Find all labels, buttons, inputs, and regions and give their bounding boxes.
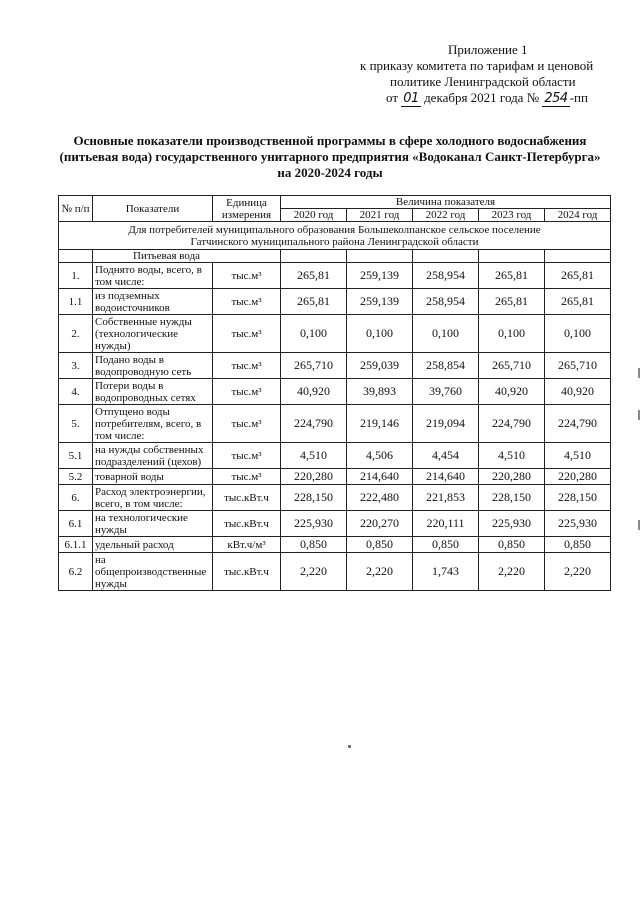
table-row: [59, 469, 611, 485]
row-value: 40,920: [545, 379, 611, 405]
row-num: 6.: [59, 485, 93, 511]
row-num: 3.: [59, 353, 93, 379]
indicators-table: [58, 195, 611, 591]
row-num: 4.: [59, 379, 93, 405]
row-num: 1.1: [59, 289, 93, 315]
row-unit: тыс.м³: [213, 379, 281, 405]
row-name: на общепроизводственные нужды: [93, 553, 213, 591]
row-value: 2,220: [281, 553, 347, 591]
row-unit: тыс.м³: [213, 263, 281, 289]
row-value: 4,454: [413, 443, 479, 469]
row-value: 0,100: [413, 315, 479, 353]
row-value: 265,81: [545, 263, 611, 289]
row-value: 4,510: [545, 443, 611, 469]
row-value: 1,743: [413, 553, 479, 591]
row-value: 224,790: [281, 405, 347, 443]
row-value: 225,930: [545, 511, 611, 537]
row-value: 0,850: [413, 537, 479, 553]
row-unit: тыс.м³: [213, 315, 281, 353]
row-value: 40,920: [281, 379, 347, 405]
table-row: [59, 553, 611, 591]
row-unit: тыс.м³: [213, 353, 281, 379]
header-year: 2023 год: [479, 209, 545, 222]
appendix-block: [330, 42, 630, 107]
header-year: 2020 год: [281, 209, 347, 222]
row-value: 265,81: [281, 289, 347, 315]
row-num: 1.: [59, 263, 93, 289]
row-value: 265,81: [545, 289, 611, 315]
table-row: [59, 289, 611, 315]
empty-cell: [347, 250, 413, 263]
row-value: 265,81: [479, 263, 545, 289]
row-value: 265,710: [479, 353, 545, 379]
row-value: 219,146: [347, 405, 413, 443]
table-row: [59, 353, 611, 379]
header-num: № п/п: [59, 196, 93, 222]
handwritten-day: 01: [403, 91, 419, 106]
row-value: 221,853: [413, 485, 479, 511]
row-unit: тыс.кВт.ч: [213, 511, 281, 537]
scan-speck: [348, 745, 351, 748]
row-value: 2,220: [347, 553, 413, 591]
row-value: 220,280: [545, 469, 611, 485]
appendix-title: Приложение 1: [448, 42, 528, 57]
row-value: 0,850: [281, 537, 347, 553]
row-value: 220,111: [413, 511, 479, 537]
row-name: на технологические нужды: [93, 511, 213, 537]
empty-cell: [479, 250, 545, 263]
row-value: 214,640: [347, 469, 413, 485]
row-value: 224,790: [545, 405, 611, 443]
row-value: 0,100: [281, 315, 347, 353]
row-value: 220,280: [281, 469, 347, 485]
date-prefix: от: [386, 90, 399, 105]
consumer-group-line-2: Гатчинского муниципального района Ленинградской области: [190, 235, 479, 248]
table-row: [59, 537, 611, 553]
row-value: 0,100: [479, 315, 545, 353]
row-value: 224,790: [479, 405, 545, 443]
number-suffix: -пп: [569, 90, 588, 105]
row-unit: тыс.м³: [213, 469, 281, 485]
document-title: [30, 133, 630, 181]
appendix-committee-line: политике Ленинградской области: [390, 74, 576, 89]
row-value: 258,954: [413, 289, 479, 315]
row-value: 259,039: [347, 353, 413, 379]
table-row: [59, 379, 611, 405]
empty-cell: [281, 250, 347, 263]
row-name: на нужды собственных подразделений (цехов): [93, 443, 213, 469]
row-value: 0,850: [479, 537, 545, 553]
row-name: Собственные нужды (технологические нужды): [93, 315, 213, 353]
date-middle: декабря 2021 года №: [424, 90, 540, 105]
row-value: 4,510: [479, 443, 545, 469]
row-value: 39,760: [413, 379, 479, 405]
empty-cell: [413, 250, 479, 263]
row-value: 258,954: [413, 263, 479, 289]
row-value: 225,930: [281, 511, 347, 537]
row-value: 219,094: [413, 405, 479, 443]
appendix-order-line: к приказу комитета по тарифам и ценовой: [360, 58, 594, 73]
row-value: 225,930: [479, 511, 545, 537]
row-value: 265,710: [545, 353, 611, 379]
table-row: [59, 405, 611, 443]
row-value: 0,850: [545, 537, 611, 553]
row-unit: тыс.м³: [213, 443, 281, 469]
row-value: 222,480: [347, 485, 413, 511]
empty-cell: [545, 250, 611, 263]
row-num: 5.1: [59, 443, 93, 469]
row-value: 214,640: [413, 469, 479, 485]
table-row: [59, 315, 611, 353]
row-name: товарной воды: [93, 469, 213, 485]
header-indicator: Показатели: [93, 196, 213, 222]
row-name: из подземных водоисточников: [93, 289, 213, 315]
row-num: 5.: [59, 405, 93, 443]
row-name: Подано воды в водопроводную сеть: [93, 353, 213, 379]
row-num: 6.1.1: [59, 537, 93, 553]
table-row: [59, 485, 611, 511]
row-unit: тыс.кВт.ч: [213, 485, 281, 511]
row-value: 0,100: [545, 315, 611, 353]
row-unit: тыс.кВт.ч: [213, 553, 281, 591]
empty-cell: [59, 250, 93, 263]
row-num: 2.: [59, 315, 93, 353]
title-line-2: (питьевая вода) государственного унитарного предприятия «Водоканал Санкт-Петербурга»: [59, 149, 601, 164]
row-value: 2,220: [545, 553, 611, 591]
header-value: Величина показателя: [281, 196, 611, 209]
row-value: 39,893: [347, 379, 413, 405]
row-num: 6.1: [59, 511, 93, 537]
appendix-date-line: [330, 90, 630, 107]
row-value: 4,506: [347, 443, 413, 469]
header-unit: Единица измерения: [213, 196, 281, 222]
consumer-group-row: [59, 222, 611, 250]
row-value: 4,510: [281, 443, 347, 469]
row-value: 265,710: [281, 353, 347, 379]
section-label: Питьевая вода: [93, 250, 281, 263]
row-unit: тыс.м³: [213, 405, 281, 443]
row-value: 0,100: [347, 315, 413, 353]
row-num: 6.2: [59, 553, 93, 591]
row-value: 228,150: [281, 485, 347, 511]
header-year: 2022 год: [413, 209, 479, 222]
row-value: 220,280: [479, 469, 545, 485]
table-row: [59, 511, 611, 537]
row-value: 2,220: [479, 553, 545, 591]
row-name: Поднято воды, всего, в том числе:: [93, 263, 213, 289]
handwritten-number: 254: [544, 91, 568, 106]
table-row: [59, 263, 611, 289]
row-name: удельный расход: [93, 537, 213, 553]
row-name: Расход электроэнергии, всего, в том числе:: [93, 485, 213, 511]
row-value: 265,81: [479, 289, 545, 315]
row-num: 5.2: [59, 469, 93, 485]
row-name: Отпущено воды потребителям, всего, в том числе:: [93, 405, 213, 443]
table-row: [59, 443, 611, 469]
row-value: 228,150: [545, 485, 611, 511]
row-value: 228,150: [479, 485, 545, 511]
row-value: 258,854: [413, 353, 479, 379]
row-value: 259,139: [347, 289, 413, 315]
header-year: 2021 год: [347, 209, 413, 222]
row-unit: кВт.ч/м³: [213, 537, 281, 553]
header-year: 2024 год: [545, 209, 611, 222]
row-value: 265,81: [281, 263, 347, 289]
row-value: 220,270: [347, 511, 413, 537]
row-value: 40,920: [479, 379, 545, 405]
title-line-1: Основные показатели производственной программы в сфере холодного водоснабжения: [73, 133, 587, 148]
consumer-group-line-1: Для потребителей муниципального образования Большеколпанское сельское поселение: [128, 223, 541, 236]
row-unit: тыс.м³: [213, 289, 281, 315]
row-name: Потери воды в водопроводных сетях: [93, 379, 213, 405]
title-line-3: на 2020-2024 годы: [277, 165, 383, 180]
row-value: 259,139: [347, 263, 413, 289]
row-value: 0,850: [347, 537, 413, 553]
